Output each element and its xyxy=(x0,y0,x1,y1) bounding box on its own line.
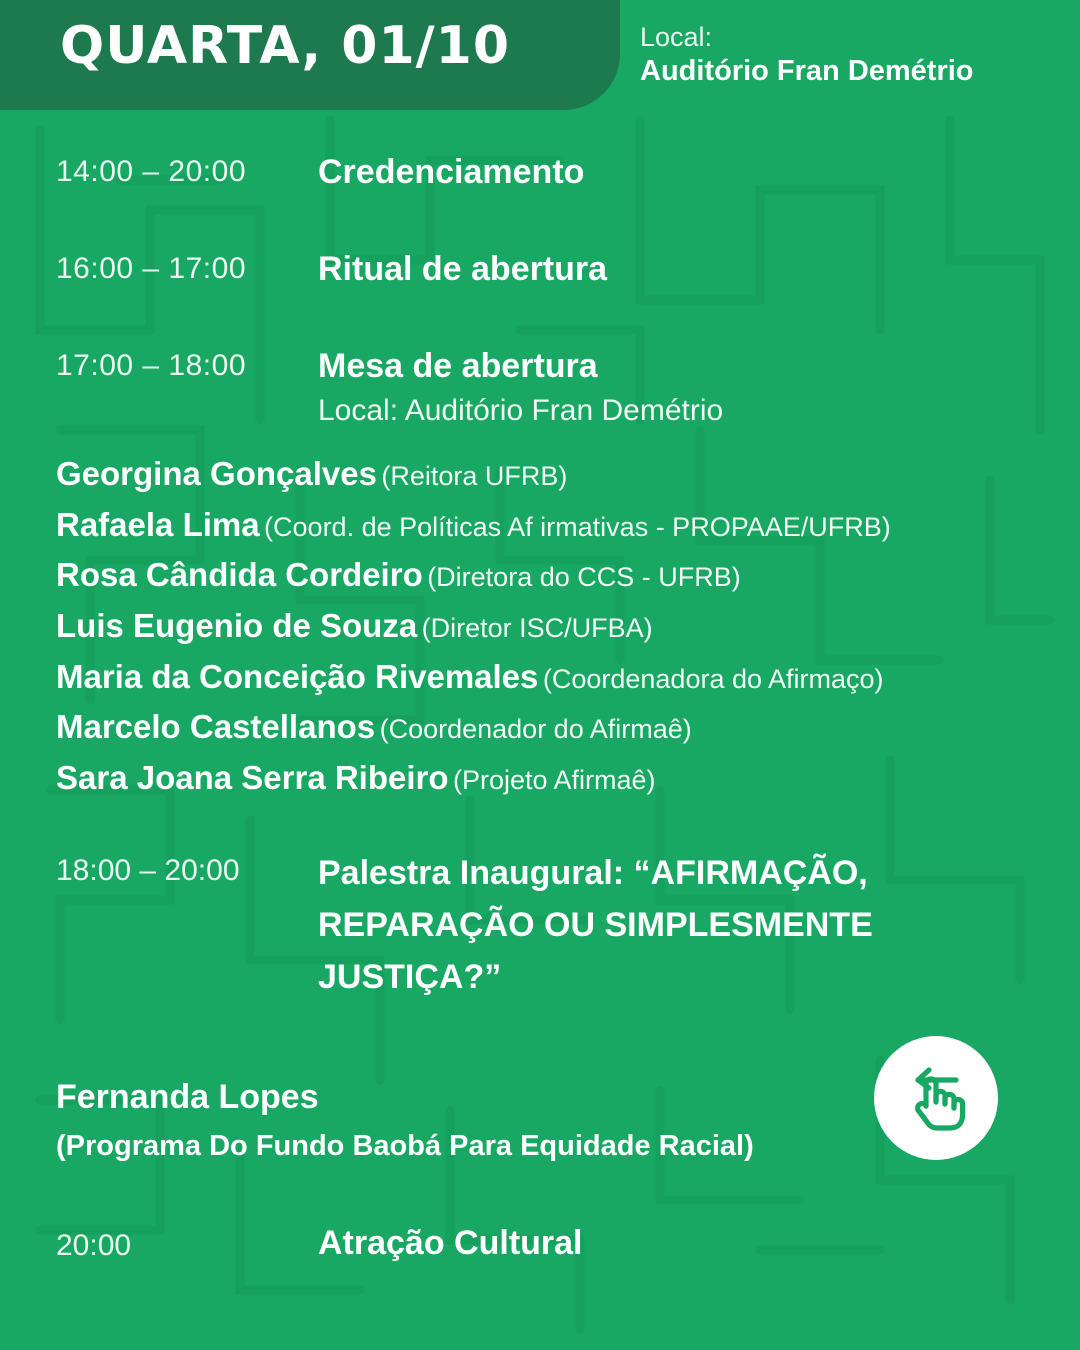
speaker-role: (Coord. de Políticas Af irmativas - PROPAAE/UFRB) xyxy=(264,511,891,542)
schedule-row-location: Local: Auditório Fran Demétrio xyxy=(318,393,724,427)
schedule-row-title: Ritual de abertura xyxy=(318,249,608,288)
speaker-role: (Coordenadora do Afirmaço) xyxy=(542,663,884,694)
speaker-name: Maria da Conceição Rivemales xyxy=(56,657,539,695)
lecture-title: Palestra Inaugural: “AFIRMAÇÃO, REPARAÇÃO OU SIMPLESMENTE JUSTIÇA?” xyxy=(318,854,873,996)
speaker-name: Marcelo Castellanos xyxy=(56,708,376,746)
header-location xyxy=(640,22,974,88)
speaker-role: (Coordenador do Afirmaê) xyxy=(379,714,692,745)
speaker-list xyxy=(0,448,1080,797)
page-title: QUARTA, 01/10 xyxy=(60,16,510,76)
speaker-name: Luis Eugenio de Souza xyxy=(56,607,418,644)
speaker-name: Rafaela Lima xyxy=(56,505,260,543)
schedule-row-time: 17:00 – 18:00 xyxy=(56,348,247,382)
speaker-item xyxy=(56,657,1024,697)
speaker-name: Sara Joana Serra Ribeiro xyxy=(56,758,449,796)
lecture-time: 18:00 – 20:00 xyxy=(56,854,240,888)
presenter-name: Fernanda Lopes xyxy=(56,1078,319,1117)
schedule-row xyxy=(56,247,1024,292)
speaker-item xyxy=(56,454,1024,494)
schedule-list xyxy=(0,112,1080,430)
schedule-row-time: 16:00 – 17:00 xyxy=(56,251,247,285)
swipe-hand-glyph xyxy=(896,1058,976,1138)
schedule-row-title: Mesa de abertura xyxy=(318,346,598,385)
speaker-role: (Projeto Afirmaê) xyxy=(452,764,656,795)
presenter-organization: (Programa Do Fundo Baobá Para Equidade Racial) xyxy=(56,1130,754,1163)
page-header xyxy=(0,0,1080,112)
speaker-item xyxy=(56,606,1024,646)
header-location-label: Local: xyxy=(640,22,713,52)
schedule-row-body xyxy=(318,344,1024,430)
schedule-row xyxy=(56,150,1024,195)
speaker-item xyxy=(56,758,1024,798)
speaker-name: Georgina Gonçalves xyxy=(56,455,377,493)
speaker-item xyxy=(56,707,1024,747)
speaker-role: (Diretor ISC/UFBA) xyxy=(421,613,653,643)
speaker-item xyxy=(56,555,1024,595)
swipe-hand-icon[interactable] xyxy=(874,1036,998,1160)
header-location-value: Auditório Fran Demétrio xyxy=(640,54,974,87)
speaker-role: (Reitora UFRB) xyxy=(381,461,568,492)
schedule-row-body xyxy=(318,150,1024,195)
closing-row xyxy=(0,1224,1080,1263)
closing-time: 20:00 xyxy=(56,1229,132,1263)
schedule-row-body xyxy=(318,247,1024,292)
lecture-row xyxy=(0,808,1080,1003)
schedule-row-title: Credenciamento xyxy=(318,153,585,191)
schedule-row xyxy=(56,344,1024,430)
closing-title: Atração Cultural xyxy=(318,1224,583,1263)
speaker-name: Rosa Cândida Cordeiro xyxy=(56,556,423,594)
speaker-item xyxy=(56,505,1024,545)
schedule-row-time: 14:00 – 20:00 xyxy=(56,155,247,188)
speaker-role: (Diretora do CCS - UFRB) xyxy=(427,562,741,593)
